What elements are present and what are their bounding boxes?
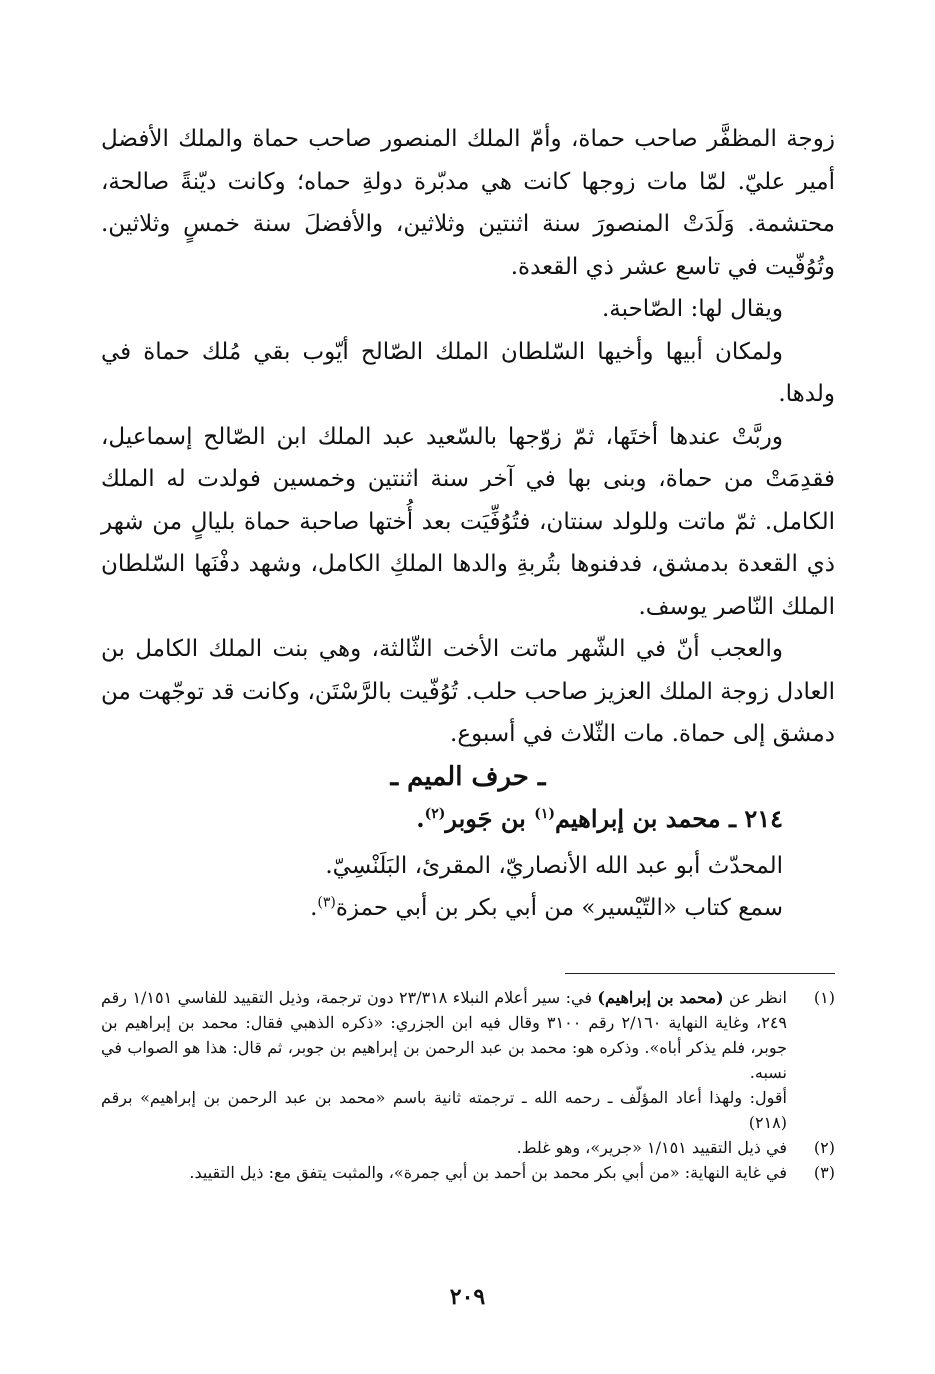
entry-line-2-text: سمع كتاب «التّيْسير» من أبي بكر بن أبي حمزة xyxy=(335,895,783,921)
paragraph-5: والعجب أنّ في الشّهر ماتت الأخت الثّالثة، وهي بنت الملك الكامل بن العادل زوجة الملك العزيز صاحب حلب. تُوُفّيت بالرَّسْتَن، وكانت قد توجّهت من دمشق إلى حماة. مات الثّلاث في أسبوع. xyxy=(101,636,835,747)
footnote-2 xyxy=(101,1135,835,1160)
section-heading: ـ حرف الميم ـ xyxy=(390,761,546,792)
footnote-1 xyxy=(101,985,835,1135)
entry-heading xyxy=(101,798,835,841)
paragraph-1: زوجة المظفَّر صاحب حماة، وأمّ الملك المنصور صاحب حماة والملك الأفضل أمير عليّ. لمّا مات زوجها كانت هي مدبّرة دولةِ حماه؛ وكانت ديّنةً صالحة، محتشمة. وَلَدَتْ المنصورَ سنة اثنتين وثلاثين، والأفضلَ سنة خمسٍ وثلاثين. وتُوُفّيت في تاسع عشر ذي القعدة. xyxy=(101,126,835,280)
footnote-text: في غاية النهاية: «من أبي بكر محمد بن أحمد بن أبي جمرة»، والمثبت يتفق مع: ذيل التقييد. xyxy=(189,1163,787,1182)
footnote-body xyxy=(101,1135,787,1160)
entry-line-1: المحدّث أبو عبد الله الأنصاريّ، المقرئ، البَلَنْسِيّ. xyxy=(325,852,783,879)
footnote-divider xyxy=(565,973,835,974)
entry-name-part2: بن جَوبر xyxy=(445,804,526,833)
footnote-text: في ذيل التقييد ١/١٥١ «جرير»، وهو غلط. xyxy=(516,1138,787,1157)
footnote-ref-1[interactable]: (١) xyxy=(534,806,555,822)
entry-line-2 xyxy=(101,887,835,930)
entry-end: . xyxy=(416,804,425,833)
page-number: ٢٠٩ xyxy=(449,1284,486,1310)
footnote-text xyxy=(101,985,787,1085)
footnote-number: (٣) xyxy=(813,1163,835,1182)
paragraph-2: ويقال لها: الصّاحبة. xyxy=(601,296,783,322)
footnote-number: (١) xyxy=(813,988,835,1007)
main-text xyxy=(101,118,835,930)
entry-separator: ـ xyxy=(728,804,736,833)
entry-number: ٢١٤ xyxy=(744,804,783,833)
footnote-extra: أقول: ولهذا أعاد المؤلّف ـ رحمه الله ـ ترجمته ثانية باسم «محمد بن عبد الرحمن بن إبراهيم» برقم (٢١٨) xyxy=(101,1088,787,1132)
paragraph-4: وربَّتْ عندها أختَها، ثمّ زوّجها بالسّعيد عبد الملك ابن الصّالح إسماعيل، فقدِمَتْ من حماة، وبنى بها في آخر سنة اثنتين وخمسين فولدت له الملك الكامل. ثمّ ماتت وللولد سنتان، فتُوُفِّيَت بعد أُختها صاحبة حماة بليالٍ من شهر ذي القعدة بدمشق، فدفنوها بتُربةِ والدها الملكِ الكامل، وشهد دفْنَها السّلطان الملك النّاصر يوسف. xyxy=(101,423,835,620)
footnote-bold-title: (محمد بن إبراهيم) xyxy=(597,988,724,1007)
footnote-ref-3[interactable]: (٣) xyxy=(317,894,336,911)
footnote-body xyxy=(101,985,787,1135)
footnote-ref-2[interactable]: (٢) xyxy=(424,806,446,822)
footnote-body xyxy=(101,1160,787,1185)
footnote-number: (٢) xyxy=(813,1138,835,1157)
paragraph-3: ولمكان أبيها وأخيها السّلطان الملك الصّالح أيّوب بقي مُلك حماة في ولدها. xyxy=(101,338,835,407)
footnote-rest: في: سير أعلام النبلاء ٢٣/٣١٨ دون ترجمة، وذيل التقييد للفاسي ١/١٥١ رقم ٢٤٩، وغاية النهاية ٢/١٦٠ رقم ٣١٠٠ وقال فيه ابن الجزري: «ذكره الذهبي فقال: محمد بن إبراهيم بن جوبر، فلم يذكر أباه». وذكره هو: محمد بن عبد الرحمن بن إبراهيم بن جوبر، ثم قال: هذا هو الصواب في نسبه. xyxy=(101,988,787,1082)
footnote-lead: انظر عن xyxy=(729,988,788,1007)
footnotes xyxy=(101,985,835,1185)
footnote-3 xyxy=(101,1160,835,1185)
entry-name-part1: محمد بن إبراهيم xyxy=(554,804,721,833)
entry-line-2-end: . xyxy=(310,895,318,921)
